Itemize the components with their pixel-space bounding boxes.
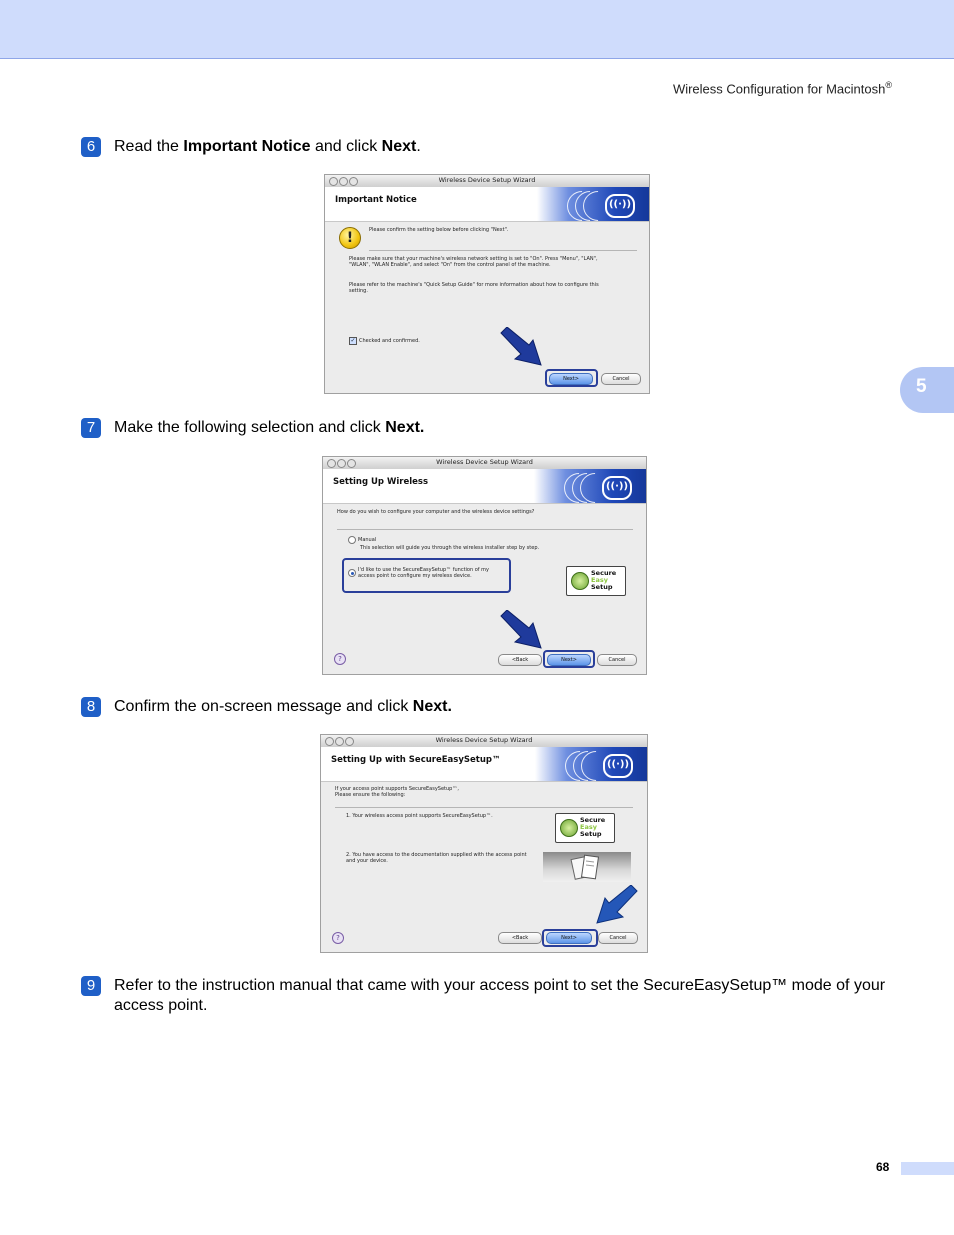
question-text: How do you wish to configure your computer and the wireless device settings?: [337, 509, 535, 515]
confirmed-checkbox[interactable]: ✓: [350, 337, 356, 344]
next-button[interactable]: Next>: [549, 373, 593, 385]
cancel-button[interactable]: Cancel: [601, 373, 641, 385]
secureeasysetup-dialog-screenshot: [320, 734, 648, 953]
back-button[interactable]: <Back: [498, 654, 542, 666]
warning-icon: !: [339, 227, 361, 249]
important-notice-dialog-screenshot: [324, 174, 650, 394]
intro-line-2: Please ensure the following:: [335, 792, 406, 798]
top-color-band: [0, 0, 954, 59]
help-icon[interactable]: ?: [332, 932, 344, 944]
notice-paragraph-2: Please refer to the machine's "Quick Setup Guide" for more information about how to configure this setting.: [349, 282, 599, 294]
documentation-image: [543, 852, 631, 882]
secureeasysetup-option-label: I'd like to use the SecureEasySetup™ function of my access point to configure my wireless device.: [358, 567, 489, 579]
secureeasysetup-radio[interactable]: [348, 569, 356, 577]
dialog-heading: Setting Up with SecureEasySetup™: [331, 755, 501, 765]
secure-easy-setup-logo-icon: Secure Easy Setup: [566, 566, 626, 596]
step-9-instruction: Refer to the instruction manual that came with your access point to set the SecureEasySetup™ mode of your access point.: [114, 977, 886, 1014]
requirement-1: 1. Your wireless access point supports SecureEasySetup™.: [346, 813, 493, 819]
dialog-title: Wireless Device Setup Wizard: [435, 736, 533, 744]
back-button[interactable]: <Back: [498, 932, 542, 944]
pointer-arrow-icon: [593, 885, 639, 925]
dialog-title: Wireless Device Setup Wizard: [436, 458, 533, 466]
help-icon[interactable]: ?: [334, 653, 346, 665]
page-number: 68: [876, 1160, 890, 1174]
wireless-logo-icon: ((·)): [535, 747, 647, 781]
secure-easy-setup-logo-icon: Secure Easy Setup: [555, 813, 615, 843]
step-number-8: 8: [81, 697, 101, 717]
step-number-7: 7: [81, 418, 101, 438]
intro-line-1: If your access point supports SecureEasySetup™,: [335, 786, 459, 792]
separator: [337, 529, 633, 530]
cancel-button[interactable]: Cancel: [597, 654, 637, 666]
running-header: Wireless Configuration for Macintosh®: [672, 80, 892, 97]
step-7-instruction: Make the following selection and click Next.: [114, 419, 425, 436]
dialog-banner: [323, 469, 646, 504]
checkbox-label: Checked and confirmed.: [359, 338, 420, 344]
step-number-6: 6: [81, 137, 101, 157]
next-button[interactable]: Next>: [546, 932, 592, 944]
separator: [369, 250, 637, 251]
manual-option-desc: This selection will guide you through the wireless installer step by step.: [360, 545, 540, 551]
wireless-logo-icon: ((·)): [534, 469, 646, 503]
documents-icon: [543, 852, 631, 882]
wireless-logo-icon: ((·)): [537, 187, 649, 221]
dialog-banner: [325, 187, 649, 222]
pointer-arrow-icon: [499, 610, 545, 650]
step-number-9: 9: [81, 976, 101, 996]
pointer-arrow-icon: [499, 327, 545, 367]
dialog-banner: [321, 747, 647, 782]
next-button[interactable]: Next>: [547, 654, 591, 666]
dialog-heading: Important Notice: [335, 195, 417, 205]
separator: [335, 807, 633, 808]
chapter-tab: 5: [900, 367, 954, 413]
confirm-text: Please confirm the setting below before clicking "Next".: [369, 227, 509, 233]
notice-paragraph-1: Please make sure that your machine's wireless network setting is set to "On". Press "Menu", "LAN", "WLAN", "WLAN Enable", and select "On" from the control panel of the machine.: [349, 256, 598, 268]
manual-radio[interactable]: [348, 536, 356, 544]
requirement-2: 2. You have access to the documentation supplied with the access point and your device.: [346, 852, 527, 864]
step-8-instruction: Confirm the on-screen message and click Next.: [114, 698, 452, 715]
setting-up-wireless-dialog-screenshot: [322, 456, 647, 675]
dialog-title: Wireless Device Setup Wizard: [438, 176, 536, 184]
cancel-button[interactable]: Cancel: [598, 932, 638, 944]
page-number-band: [901, 1162, 954, 1175]
manual-option-label: Manual: [358, 537, 377, 543]
step-6-instruction: Read the Important Notice and click Next.: [114, 138, 421, 155]
dialog-heading: Setting Up Wireless: [333, 477, 429, 487]
